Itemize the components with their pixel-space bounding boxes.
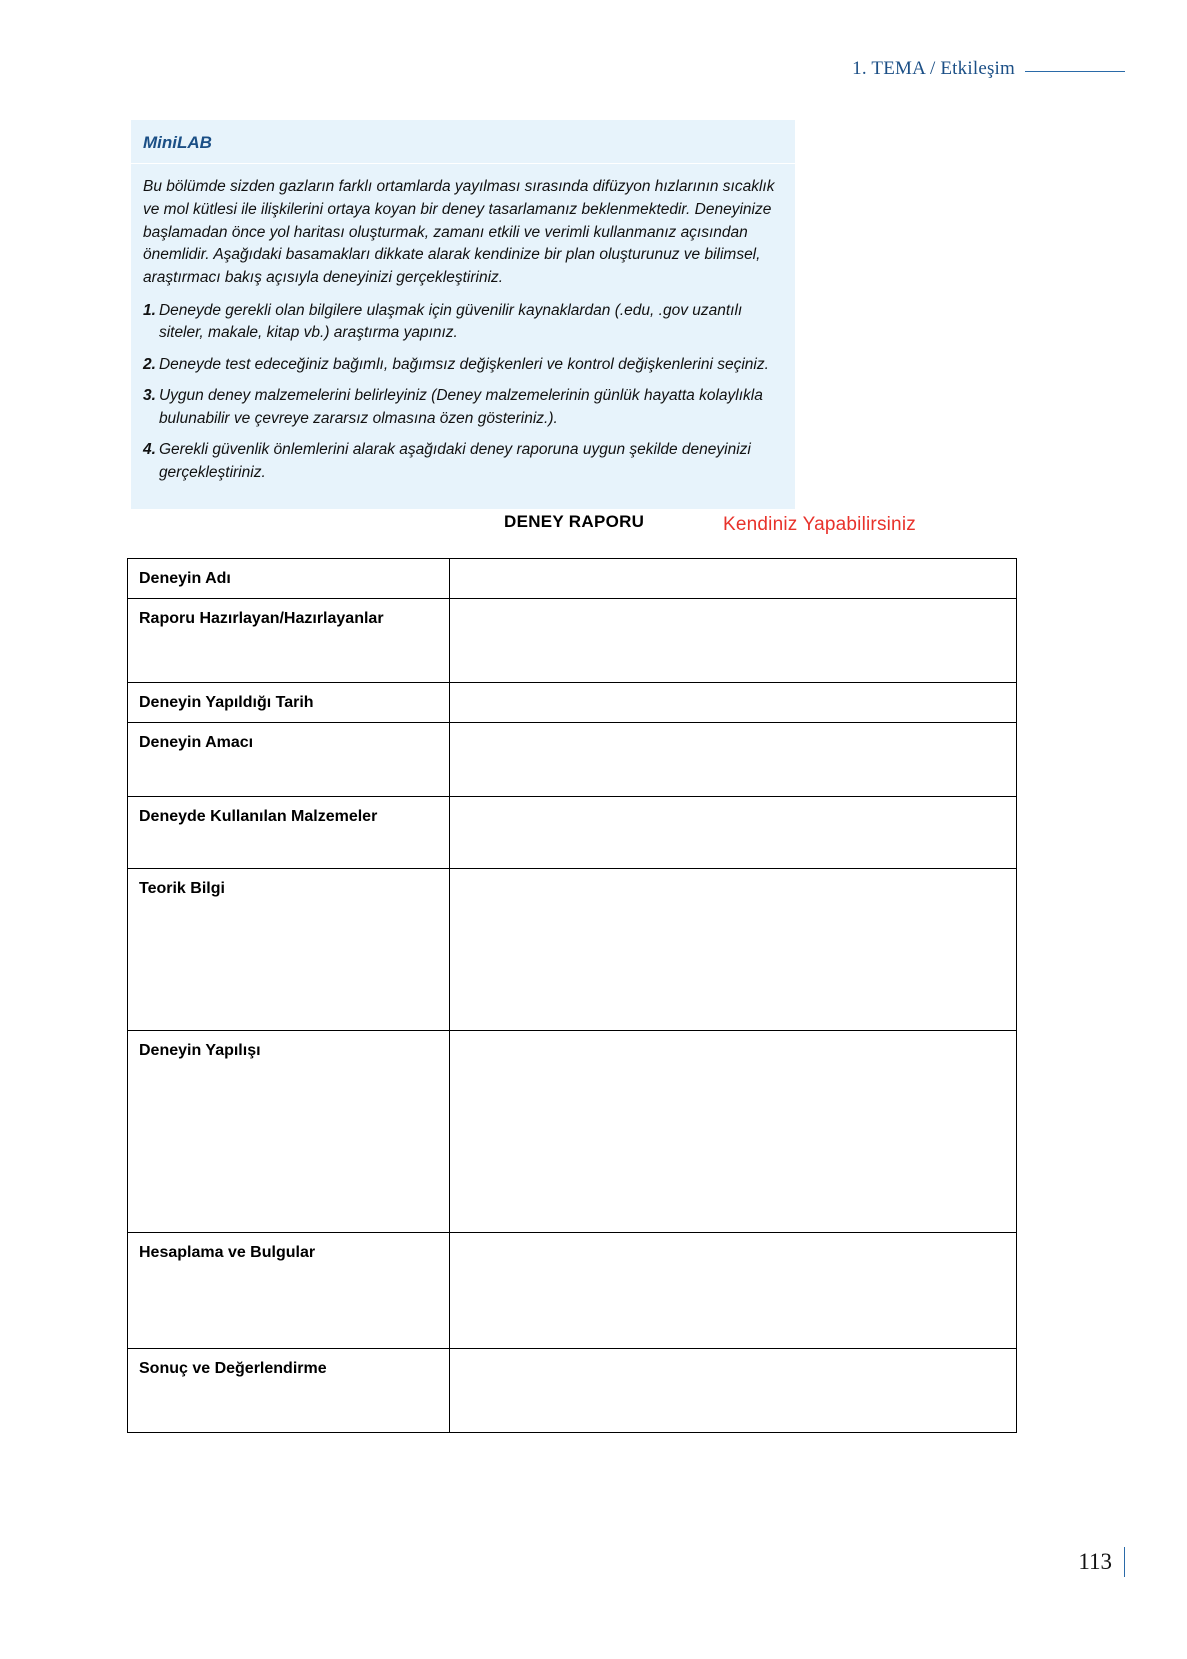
minilab-step-text: Deneyde gerekli olan bilgilere ulaşmak için güvenilir kaynaklardan (.edu, .gov uzantılı siteler, makale, kitap vb.) araştırma yapınız.: [158, 301, 743, 342]
report-field-label: Deneyin Adı: [128, 559, 450, 599]
minilab-step-text: Uygun deney malzemelerini belirleyiniz (Deney malzemelerinin günlük hayatta kolaylıkla bulunabilir ve çevreye zararsız olmasına özen gösteriniz.).: [158, 387, 763, 427]
report-field-label: Hesaplama ve Bulgular: [128, 1233, 450, 1349]
report-field-input[interactable]: [450, 869, 1017, 1031]
minilab-body: [131, 164, 795, 509]
report-field-label: Sonuç ve Değerlendirme: [128, 1349, 450, 1433]
report-title: DENEY RAPORU: [504, 512, 645, 531]
report-field-label: Deneyin Amacı: [128, 723, 450, 797]
report-field-label: Teorik Bilgi: [128, 869, 450, 1031]
table-row: [128, 559, 1017, 599]
page-number: 113: [1078, 1549, 1112, 1574]
report-field-input[interactable]: [450, 723, 1017, 797]
table-row: [128, 797, 1017, 869]
minilab-step-number: 4.: [143, 441, 156, 459]
minilab-step-number: 3.: [143, 387, 156, 405]
table-row: [128, 723, 1017, 797]
minilab-step-number: 1.: [143, 301, 156, 319]
report-field-label: Raporu Hazırlayan/Hazırlayanlar: [128, 599, 450, 683]
minilab-title: MiniLAB: [143, 133, 212, 152]
page-header: [852, 58, 1125, 80]
report-field-input[interactable]: [450, 1349, 1017, 1433]
minilab-step-number: 2.: [143, 355, 156, 373]
experiment-report-table: [127, 558, 1017, 1433]
report-field-label: Deneyin Yapılışı: [128, 1031, 450, 1233]
diy-label: Kendiniz Yapabilirsiniz: [723, 514, 916, 535]
report-field-input[interactable]: [450, 599, 1017, 683]
report-field-input[interactable]: [450, 1031, 1017, 1233]
report-field-input[interactable]: [450, 1233, 1017, 1349]
table-row: [128, 599, 1017, 683]
minilab-step: [143, 354, 779, 376]
report-field-input[interactable]: [450, 797, 1017, 869]
table-row: [128, 1349, 1017, 1433]
minilab-step-text: Deneyde test edeceğiniz bağımlı, bağımsız değişkenleri ve kontrol değişkenlerini seçiniz.: [158, 355, 769, 373]
minilab-intro-text: Bu bölümde sizden gazların farklı ortamlarda yayılması sırasında difüzyon hızlarının sıcaklık ve mol kütlesi ile ilişkilerini ortaya koyan bir deney tasarlamanız beklenmektedir. Deneyinize başlamadan önce yol haritası oluşturmak, zamanı etkili ve verimli kullanmanız açısından önemlidir. Aşağıdaki basamakları dikkate alarak kendinize bir plan oluşturunuz ve bilimsel, araştırmacı bakış açısıyla deneyinizi gerçekleştiriniz.: [143, 178, 775, 287]
table-row: [128, 683, 1017, 723]
minilab-step: [143, 300, 779, 345]
table-row: [128, 1233, 1017, 1349]
minilab-step-text: Gerekli güvenlik önlemlerini alarak aşağıdaki deney raporuna uygun şekilde deneyinizi gerçekleştiriniz.: [158, 441, 751, 481]
breadcrumb: 1. TEMA / Etkileşim: [852, 58, 1015, 79]
table-row: [128, 869, 1017, 1031]
report-field-label: Deneyde Kullanılan Malzemeler: [128, 797, 450, 869]
footer-rule: [1124, 1547, 1125, 1577]
header-rule: [1025, 71, 1125, 72]
minilab-step-list: [143, 300, 779, 484]
page-footer: [1078, 1547, 1125, 1577]
report-field-label: Deneyin Yapıldığı Tarih: [128, 683, 450, 723]
minilab-step: [143, 385, 779, 430]
report-field-input[interactable]: [450, 559, 1017, 599]
minilab-step: [143, 439, 779, 484]
minilab-box: [131, 120, 795, 509]
report-field-input[interactable]: [450, 683, 1017, 723]
table-row: [128, 1031, 1017, 1233]
